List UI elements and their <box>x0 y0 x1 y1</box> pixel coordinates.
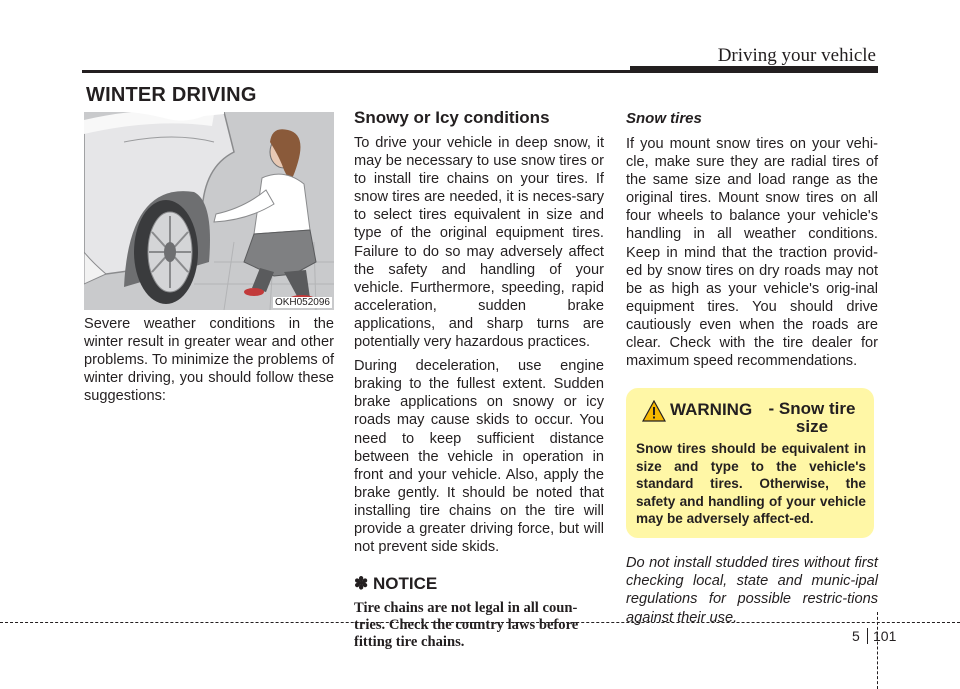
notice-heading <box>354 574 604 594</box>
chapter-number: 5 <box>852 628 860 644</box>
snowy-icy-heading: Snowy or Icy conditions <box>354 108 550 127</box>
snow-tires-paragraph: If you mount snow tires on your vehi-cle, make sure they are radial tires of the same size and load range as the original tires. Mount snow tires on all four wheels to balance your vehicle's handling in all weather conditions. Keep in mind that the traction provid-ed by snow tires on dry roads may not be as high as your vehicle's orig-inal equipment tires. You should drive cautiously even when the roads are clear. Check with the tire dealer for maximum speed recommendations. <box>626 136 878 370</box>
running-header: Driving your vehicle <box>717 45 876 66</box>
warning-subtitle: - Snow tire size <box>768 399 856 437</box>
page-number: 101 <box>873 628 897 644</box>
figure-code: OKH052096 <box>274 297 330 308</box>
studded-tires-note: Do not install studded tires without first checking local, state and munic-ipal regulations for possible restric-tions against their use. <box>626 555 878 626</box>
column-snow-tires <box>626 108 878 627</box>
footer-divider <box>877 612 878 689</box>
snowy-icy-paragraph-2: During deceleration, use engine braking to the fullest extent. Sudden brake applications on snowy or icy roads may cause skids to occur. You need to keep sufficient distance between the vehicle in operation in front and your vehicle. Also, apply the brake gently. It should be noted that installing tire chains on the tire will provide a greater driving force, but will not prevent side skids. <box>354 358 604 556</box>
winter-tire-illustration <box>84 112 334 310</box>
notice-icon: ✽ <box>354 574 369 594</box>
notice-text: Tire chains are not legal in all coun-tries. Check the country laws before fitting tire chains. <box>354 600 579 651</box>
page-number-separator <box>867 628 868 644</box>
intro-paragraph: Severe weather conditions in the winter result in greater wear and other problems. To minimize the problems of winter driving, you should follow these suggestions: <box>84 316 334 405</box>
woman-checking-tire-image <box>84 112 334 310</box>
warning-label: WARNING <box>670 400 753 420</box>
warning-text: Snow tires should be equivalent in size and type to the vehicle's standard tires. Otherwise, the safety and handling of your vehicle may be adversely affect-ed. <box>636 441 866 527</box>
footer-rule <box>0 622 960 623</box>
warning-triangle-icon <box>642 400 666 422</box>
header-rule-accent <box>630 66 878 73</box>
notice-label: NOTICE <box>372 574 438 594</box>
snowy-icy-paragraph-1: To drive your vehicle in deep snow, it may be necessary to use snow tires or to install tire chains on your tires. If snow tires are needed, it is neces-sary to select tires equivalent in size and type of the original equipment tires. Failure to do so may adversely affect the safety and handling of your vehicle. Furthermore, speeding, rapid acceleration, sudden brake applications, and sharp turns are potentially very hazardous practices. <box>354 135 604 351</box>
section-title: WINTER DRIVING <box>86 84 257 106</box>
column-snowy-icy <box>354 108 604 651</box>
snow-tires-heading: Snow tires <box>626 110 702 127</box>
warning-header <box>640 400 870 436</box>
warning-box <box>626 388 874 538</box>
